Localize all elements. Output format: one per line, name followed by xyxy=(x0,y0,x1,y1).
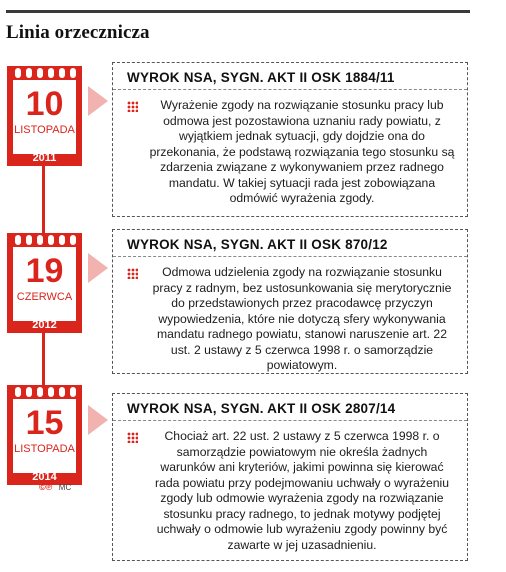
ruling-card xyxy=(112,393,468,561)
top-rule xyxy=(6,10,470,13)
author-initials: MC xyxy=(58,483,72,492)
calendar-rings xyxy=(7,233,82,247)
calendar-day: 10 xyxy=(25,85,64,123)
calendar-day: 15 xyxy=(25,404,64,442)
ruling-text: Chociaż art. 22 ust. 2 ustawy z 5 czerwca 1998 r. o samorządzie powiatowym nie określa żadnych warunków ani kryteriów, jakimi powinna się kierować rada powiatu przy podejmowaniu uchwały o wyrażeniu zgody lub odmowie wyrażenia zgody na rozwiązanie stosunku pracy radnego, to jednak motywy podjętej uchwały o odmowie lub wyrażeniu zgody powinny być zawarte w jej uzasadnieniu. xyxy=(154,429,449,552)
pointer-arrow xyxy=(88,253,108,283)
copyright-icons: ©℗ xyxy=(39,482,53,492)
calendar-day: 19 xyxy=(25,252,64,290)
calendar-month: LISTOPADA xyxy=(14,443,75,455)
calendar-year: 2012 xyxy=(32,319,57,331)
grid-bullet-icon xyxy=(127,268,138,279)
calendar-year: 2011 xyxy=(32,152,57,164)
ruling-heading: WYROK NSA, SYGN. AKT II OSK 870/12 xyxy=(127,237,388,252)
ruling-card xyxy=(112,229,468,374)
ruling-card xyxy=(112,62,468,217)
pointer-arrow xyxy=(88,405,108,435)
ruling-text: Wyrażenie zgody na rozwiązanie stosunku pracy lub odmowa jest pozostawiona uznaniu rady powiatu, z wyjątkiem jednak sytuacji, gdy dojdzie ona do przekonania, że podstawą rozwiązania tego stosunku są zdarzenia związane z wykonywaniem przez radnego mandatu. W takiej sytuacji rada jest zobowiązana odmówić wyrażenia zgody. xyxy=(149,98,455,205)
credit-line xyxy=(39,482,71,492)
calendar-rings xyxy=(7,385,82,399)
pointer-arrow xyxy=(88,86,108,116)
grid-bullet-icon xyxy=(127,432,138,443)
ruling-heading: WYROK NSA, SYGN. AKT II OSK 1884/11 xyxy=(127,70,395,85)
grid-bullet-icon xyxy=(127,101,138,112)
ruling-text: Odmowa udzielenia zgody na rozwiązanie stosunku pracy z radnym, bez ustosunkowania się merytorycznie do przedstawionych przez pracodawcę przyczyn wypowiedzenia, które nie dotyczą sfery wykonywania mandatu radnego powiatu, stanowi naruszenie art. 22 ust. 2 ustawy z 5 czerwca 1998 r. o samorządzie powiatowym. xyxy=(152,265,452,372)
calendar-year: 2014 xyxy=(32,471,57,483)
calendar-month: LISTOPADA xyxy=(14,124,75,136)
ruling-heading: WYROK NSA, SYGN. AKT II OSK 2807/14 xyxy=(127,401,396,416)
calendar-month: CZERWCA xyxy=(16,291,73,303)
page-title: Linia orzecznicza xyxy=(6,22,150,43)
calendar-rings xyxy=(7,66,82,80)
